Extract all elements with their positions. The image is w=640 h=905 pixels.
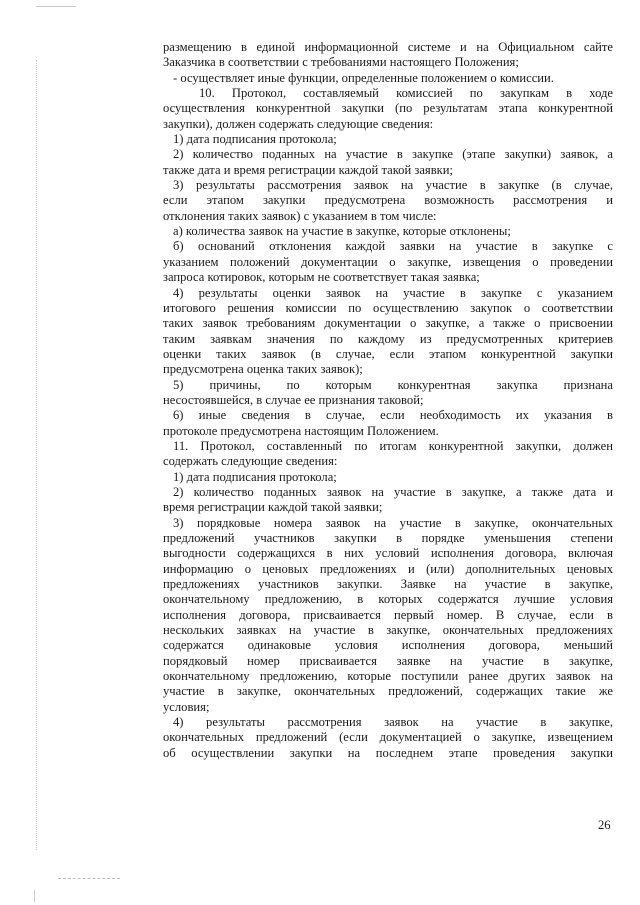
text-line: также дата и время регистрации каждой такой заявки;	[163, 162, 454, 177]
scan-artifact-top	[36, 6, 76, 7]
text-line: 2) количество поданных заявок на участие в закупке, а также дата и	[173, 484, 613, 499]
text-line: размещению в единой информационной системе и на Официальном сайте	[163, 40, 613, 54]
text-line: отклонения таких заявок) с указанием в том числе:	[163, 208, 437, 223]
scan-artifact-margin	[36, 60, 37, 850]
scan-artifact-corner	[34, 890, 35, 902]
text-line: окончательных предложений (если документацией о закупке, извещением	[163, 730, 613, 745]
text-line: б) оснований отклонения каждой заявки на участие в закупке с	[173, 239, 613, 254]
text-line: несостоявшейся, в случае ее признания таковой;	[163, 392, 424, 407]
scan-artifact-bottom	[58, 878, 120, 879]
text-line: нескольких заявках на участие в закупке, окончательных предложениях	[163, 623, 613, 638]
text-line: 5) причины, по которым конкурентная закупка признана	[173, 377, 613, 392]
document-body	[163, 40, 613, 761]
text-line: таких заявок требованиям документации о закупке, а также о присвоении	[163, 316, 613, 331]
text-line: 10. Протокол, составляемый комиссией по закупкам в ходе	[199, 86, 613, 101]
text-line: 2) количество поданных на участие в закупке (этапе закупки) заявок, а	[173, 147, 613, 162]
text-line: исполнения договора, присваивается первый номер. В случае, если в	[163, 607, 613, 622]
text-line: выгодности содержащихся в них условий исполнения договора, включая	[163, 546, 613, 561]
text-line: предусмотрена оценка таких заявок);	[163, 362, 363, 377]
text-line: итогового решения комиссии по осуществлению закупок о соответствии	[163, 300, 613, 315]
text-line: а) количества заявок на участие в закупке, которые отклонены;	[173, 224, 511, 239]
text-line: указанием положений документации о закупке, извещения о проведении	[163, 254, 613, 269]
text-line: 3) результаты рассмотрения заявок на участие в закупке (в случае,	[173, 178, 613, 193]
text-line: если этапом закупки предусмотрена возможность рассмотрения и	[163, 193, 613, 208]
text-line: окончательному предложению, в которых содержатся лучшие условия	[163, 592, 613, 607]
text-line: информацию о ценовых предложениях и (или) дополнительных ценовых	[163, 561, 613, 576]
text-line: 1) дата подписания протокола;	[173, 132, 337, 147]
text-line: содержать следующие сведения:	[163, 454, 338, 469]
text-line: время регистрации каждой такой заявки;	[163, 500, 383, 515]
text-line: окончательному предложению, которые поступили ранее других заявок на	[163, 669, 613, 684]
text-line: Заказчика в соответствии с требованиями настоящего Положения;	[163, 55, 519, 70]
text-line: 4) результаты оценки заявок на участие в закупке с указанием	[173, 285, 613, 300]
text-line: запроса котировок, которым не соответствует такая заявка;	[163, 270, 480, 285]
text-line: предложений участников закупки в порядке уменьшения степени	[163, 531, 613, 545]
text-line: закупки), должен содержать следующие сведения:	[163, 116, 434, 131]
text-line: 6) иные сведения в случае, если необходимость их указания в	[173, 408, 613, 423]
text-line: - осуществляет иные функции, определенные положением о комиссии.	[173, 70, 554, 85]
text-line: 4) результаты рассмотрения заявок на участие в закупке,	[173, 715, 613, 730]
text-line: об осуществлении закупки на последнем этапе проведения закупки	[163, 745, 613, 760]
text-line: оценки таких заявок (в случае, если этапом конкурентной закупки	[163, 346, 613, 361]
text-line: условия;	[163, 699, 210, 714]
text-line: 1) дата подписания протокола;	[173, 469, 337, 484]
page-number: 26	[598, 818, 611, 832]
text-line: содержатся одинаковые условия исполнения договора, меньший	[163, 638, 613, 653]
text-line: осуществления конкурентной закупки (по результатам этапа конкурентной	[163, 101, 613, 116]
text-line: 11. Протокол, составленный по итогам конкурентной закупки, должен	[173, 438, 613, 453]
text-line: протоколе предусмотрена настоящим Положением.	[163, 423, 439, 438]
text-line: порядковый номер присваивается заявке на участие в закупке,	[163, 653, 613, 668]
text-line: участие в закупке, окончательных предложений, содержащих такие же	[163, 684, 613, 699]
text-line: предложениях участников закупки. Заявке на участие в закупке,	[163, 577, 613, 592]
text-line: таким заявкам значения по каждому из предусмотренных критериев	[163, 331, 613, 346]
text-line: 3) порядковые номера заявок на участие в закупке, окончательных	[173, 515, 613, 530]
